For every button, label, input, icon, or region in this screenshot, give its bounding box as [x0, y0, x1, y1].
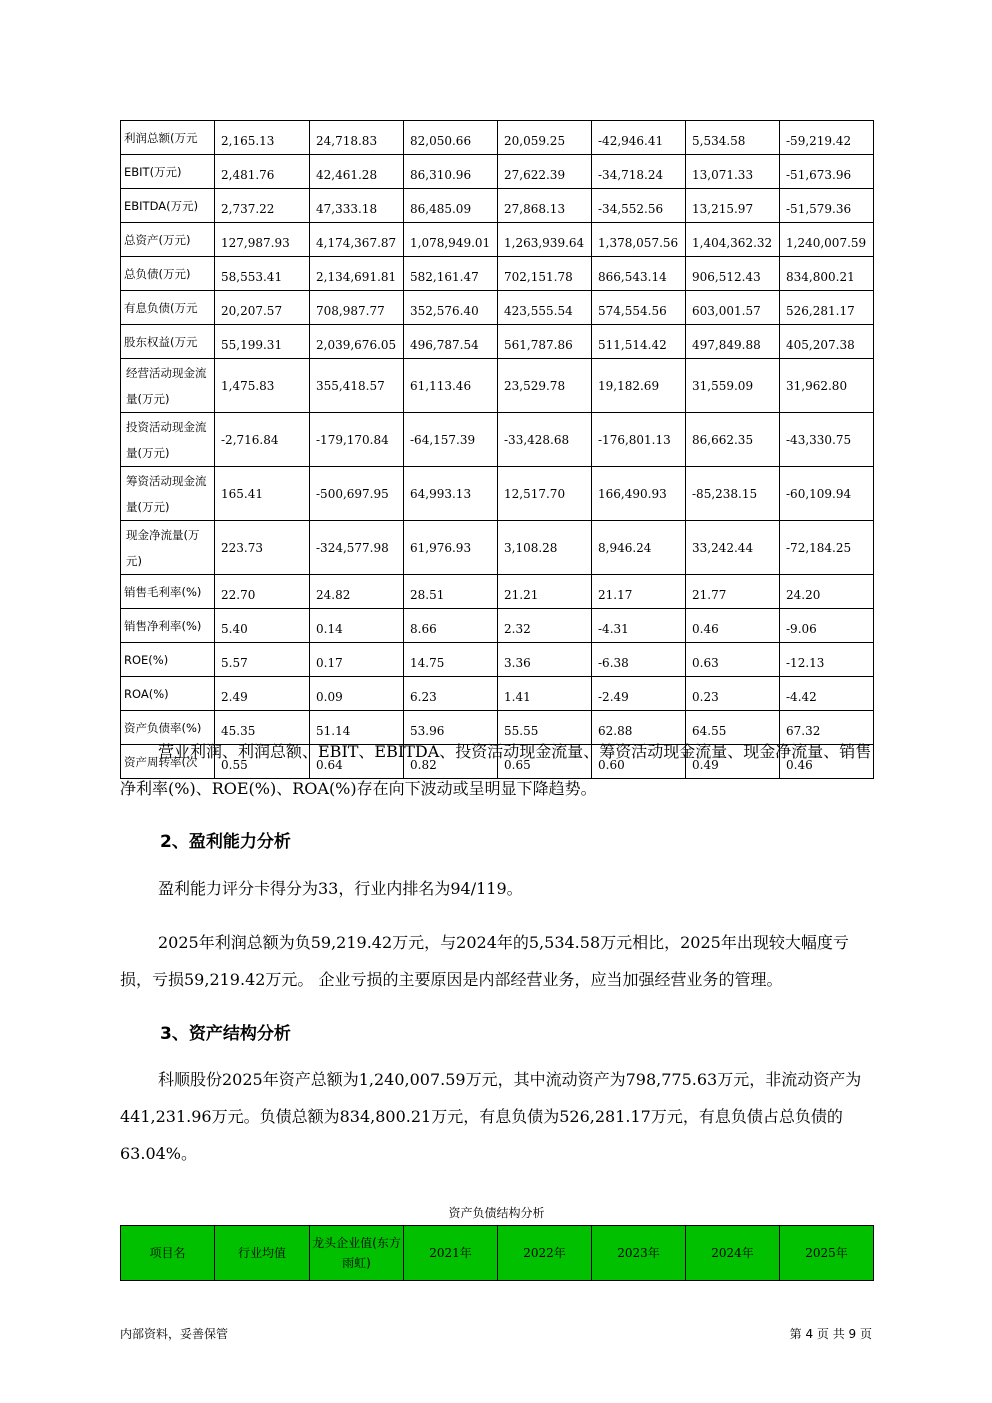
table-row	[121, 325, 874, 359]
table-cell: 47,333.18	[310, 189, 404, 223]
table-cell: 27,622.39	[498, 155, 592, 189]
table-cell: 0.64	[310, 745, 404, 779]
table-cell: -176,801.13	[592, 413, 686, 467]
header-cell: 2023年	[592, 1226, 686, 1281]
table-cell: -51,673.96	[780, 155, 874, 189]
table-cell: 13,071.33	[686, 155, 780, 189]
table-cell: 223.73	[215, 521, 310, 575]
table-cell: 2,039,676.05	[310, 325, 404, 359]
row-label: EBIT(万元)	[121, 155, 215, 189]
profit-loss-text: 2025年利润总额为负59,219.42万元，与2024年的5,534.58万元相比，2025年出现较大幅度亏损，亏损59,219.42万元。 企业亏损的主要原因是内部经营业务，应当加强经营业务的管理。	[120, 933, 849, 989]
table-cell: 497,849.88	[686, 325, 780, 359]
row-label: 销售净利率(%)	[121, 609, 215, 643]
table-row	[121, 609, 874, 643]
table-row	[121, 575, 874, 609]
table-cell: 5.40	[215, 609, 310, 643]
row-label: 总资产(万元)	[121, 223, 215, 257]
table-cell: -33,428.68	[498, 413, 592, 467]
table-cell: 8,946.24	[592, 521, 686, 575]
row-label: 总负债(万元)	[121, 257, 215, 291]
table-cell: 24.82	[310, 575, 404, 609]
table-cell: 352,576.40	[404, 291, 498, 325]
table-cell: 866,543.14	[592, 257, 686, 291]
table-cell: 20,207.57	[215, 291, 310, 325]
table-cell: 0.17	[310, 643, 404, 677]
profitability-score-text: 盈利能力评分卡得分为33，行业内排名为94/119。	[158, 879, 523, 898]
table-cell: 0.46	[686, 609, 780, 643]
table-cell: 526,281.17	[780, 291, 874, 325]
table-cell: 31,559.09	[686, 359, 780, 413]
table-cell: 82,050.66	[404, 121, 498, 155]
table-row	[121, 257, 874, 291]
table-cell: -42,946.41	[592, 121, 686, 155]
table-cell: 58,553.41	[215, 257, 310, 291]
table-cell: 0.14	[310, 609, 404, 643]
table-cell: 21.77	[686, 575, 780, 609]
table-cell: 21.21	[498, 575, 592, 609]
row-label: 资产负债率(%)	[121, 711, 215, 745]
table-cell: 511,514.42	[592, 325, 686, 359]
row-label: 资产周转率(次	[121, 745, 215, 779]
table-cell: -12.13	[780, 643, 874, 677]
table-cell: 31,962.80	[780, 359, 874, 413]
table-cell: -179,170.84	[310, 413, 404, 467]
table-cell: 127,987.93	[215, 223, 310, 257]
table-cell: -85,238.15	[686, 467, 780, 521]
table-cell: 2,134,691.81	[310, 257, 404, 291]
table-cell: 33,242.44	[686, 521, 780, 575]
table-cell: 28.51	[404, 575, 498, 609]
section-heading-asset-structure: 3、资产结构分析	[160, 1024, 291, 1044]
table-row	[121, 413, 874, 467]
table-cell: 23,529.78	[498, 359, 592, 413]
table-cell: 1,404,362.32	[686, 223, 780, 257]
table-row	[121, 189, 874, 223]
table-cell: 3.36	[498, 643, 592, 677]
table-row	[121, 467, 874, 521]
header-cell: 2024年	[686, 1226, 780, 1281]
table-cell: 574,554.56	[592, 291, 686, 325]
table-cell: 0.82	[404, 745, 498, 779]
table-cell: 61,976.93	[404, 521, 498, 575]
trend-paragraph	[120, 733, 872, 807]
table-row	[121, 121, 874, 155]
table-cell: 423,555.54	[498, 291, 592, 325]
table-cell: 13,215.97	[686, 189, 780, 223]
header-cell: 2022年	[498, 1226, 592, 1281]
table-row	[121, 521, 874, 575]
asset-structure-paragraph	[120, 1061, 872, 1172]
footer-page-number: 第 4 页 共 9 页	[789, 1327, 872, 1341]
table-cell: 2.49	[215, 677, 310, 711]
table-row	[121, 677, 874, 711]
balance-sheet-table-caption: 资产负债结构分析	[448, 1206, 545, 1220]
table-cell: -2,716.84	[215, 413, 310, 467]
table-cell: 86,485.09	[404, 189, 498, 223]
table-cell: -60,109.94	[780, 467, 874, 521]
row-label: ROA(%)	[121, 677, 215, 711]
table-cell: 2.32	[498, 609, 592, 643]
table-cell: 86,662.35	[686, 413, 780, 467]
table-cell: 21.17	[592, 575, 686, 609]
table-cell: 0.60	[592, 745, 686, 779]
table-cell: 24.20	[780, 575, 874, 609]
table-cell: 834,800.21	[780, 257, 874, 291]
table-cell: 702,151.78	[498, 257, 592, 291]
table-row	[121, 643, 874, 677]
header-cell: 行业均值	[215, 1226, 310, 1281]
table-cell: 0.65	[498, 745, 592, 779]
table-cell: 12,517.70	[498, 467, 592, 521]
section-heading-profitability: 2、盈利能力分析	[160, 832, 291, 852]
table-cell: 166,490.93	[592, 467, 686, 521]
table-cell: 24,718.83	[310, 121, 404, 155]
table-cell: 45.35	[215, 711, 310, 745]
table-cell: 561,787.86	[498, 325, 592, 359]
table-cell: 355,418.57	[310, 359, 404, 413]
table-cell: -324,577.98	[310, 521, 404, 575]
table-cell: 42,461.28	[310, 155, 404, 189]
table-cell: 55,199.31	[215, 325, 310, 359]
table-cell: 1,078,949.01	[404, 223, 498, 257]
table-cell: -500,697.95	[310, 467, 404, 521]
table-cell: -6.38	[592, 643, 686, 677]
table-cell: 582,161.47	[404, 257, 498, 291]
table-row	[121, 291, 874, 325]
table-cell: 64,993.13	[404, 467, 498, 521]
table-cell: 1,475.83	[215, 359, 310, 413]
table-cell: 5.57	[215, 643, 310, 677]
table-cell: 0.09	[310, 677, 404, 711]
footer-confidential-note: 内部资料，妥善保管	[120, 1327, 229, 1341]
table-cell: 0.63	[686, 643, 780, 677]
table-cell: -4.31	[592, 609, 686, 643]
header-cell: 2025年	[780, 1226, 874, 1281]
row-label: 有息负债(万元	[121, 291, 215, 325]
table-cell: 2,737.22	[215, 189, 310, 223]
balance-sheet-header-row	[121, 1226, 874, 1281]
table-row	[121, 359, 874, 413]
financial-indicators-table	[120, 120, 874, 779]
table-row	[121, 223, 874, 257]
table-cell: 14.75	[404, 643, 498, 677]
table-cell: -51,579.36	[780, 189, 874, 223]
row-label: 利润总额(万元	[121, 121, 215, 155]
table-cell: 2,165.13	[215, 121, 310, 155]
table-row	[121, 155, 874, 189]
table-cell: 708,987.77	[310, 291, 404, 325]
table-cell: 0.46	[780, 745, 874, 779]
table-cell: 405,207.38	[780, 325, 874, 359]
table-cell: 0.55	[215, 745, 310, 779]
row-label: 投资活动现金流量(万元)	[121, 413, 215, 467]
table-cell: 64.55	[686, 711, 780, 745]
table-cell: 603,001.57	[686, 291, 780, 325]
profit-loss-paragraph	[120, 924, 872, 998]
table-cell: 165.41	[215, 467, 310, 521]
table-cell: 27,868.13	[498, 189, 592, 223]
table-cell: -72,184.25	[780, 521, 874, 575]
table-cell: 67.32	[780, 711, 874, 745]
row-label: 销售毛利率(%)	[121, 575, 215, 609]
table-cell: -4.42	[780, 677, 874, 711]
row-label: 现金净流量(万元)	[121, 521, 215, 575]
header-cell: 项目名	[121, 1226, 215, 1281]
table-cell: 2,481.76	[215, 155, 310, 189]
table-cell: 5,534.58	[686, 121, 780, 155]
table-cell: 0.49	[686, 745, 780, 779]
row-label: ROE(%)	[121, 643, 215, 677]
table-cell: -64,157.39	[404, 413, 498, 467]
table-cell: -34,718.24	[592, 155, 686, 189]
table-cell: 61,113.46	[404, 359, 498, 413]
table-cell: 51.14	[310, 711, 404, 745]
table-cell: -34,552.56	[592, 189, 686, 223]
table-cell: 1,240,007.59	[780, 223, 874, 257]
table-cell: 20,059.25	[498, 121, 592, 155]
table-cell: -43,330.75	[780, 413, 874, 467]
table-cell: -59,219.42	[780, 121, 874, 155]
table-cell: 0.23	[686, 677, 780, 711]
row-label: 筹资活动现金流量(万元)	[121, 467, 215, 521]
asset-structure-text: 科顺股份2025年资产总额为1,240,007.59万元，其中流动资产为798,775.63万元，非流动资产为441,231.96万元。负债总额为834,800.21万元，有息负债为526,281.17万元，有息负债占总负债的63.04%。	[120, 1070, 862, 1163]
table-cell: 86,310.96	[404, 155, 498, 189]
header-cell: 2021年	[404, 1226, 498, 1281]
table-cell: 1.41	[498, 677, 592, 711]
trend-paragraph-text: 营业利润、利润总额、EBIT、EBITDA、投资活动现金流量、筹资活动现金流量、现金净流量、销售净利率(%)、ROE(%)、ROA(%)存在向下波动或呈明显下降趋势。	[120, 742, 872, 798]
table-cell: 1,263,939.64	[498, 223, 592, 257]
table-cell: 62.88	[592, 711, 686, 745]
row-label: 经营活动现金流量(万元)	[121, 359, 215, 413]
row-label: EBITDA(万元)	[121, 189, 215, 223]
profitability-score-paragraph	[120, 870, 872, 907]
table-cell: -2.49	[592, 677, 686, 711]
table-cell: 22.70	[215, 575, 310, 609]
table-cell: 4,174,367.87	[310, 223, 404, 257]
table-cell: 1,378,057.56	[592, 223, 686, 257]
table-cell: 19,182.69	[592, 359, 686, 413]
table-cell: 53.96	[404, 711, 498, 745]
balance-sheet-structure-table	[120, 1225, 874, 1281]
table-cell: 55.55	[498, 711, 592, 745]
table-cell: 496,787.54	[404, 325, 498, 359]
table-cell: -9.06	[780, 609, 874, 643]
header-cell: 龙头企业值(东方雨虹)	[310, 1226, 404, 1281]
table-cell: 8.66	[404, 609, 498, 643]
row-label: 股东权益(万元	[121, 325, 215, 359]
table-cell: 3,108.28	[498, 521, 592, 575]
table-cell: 6.23	[404, 677, 498, 711]
table-cell: 906,512.43	[686, 257, 780, 291]
